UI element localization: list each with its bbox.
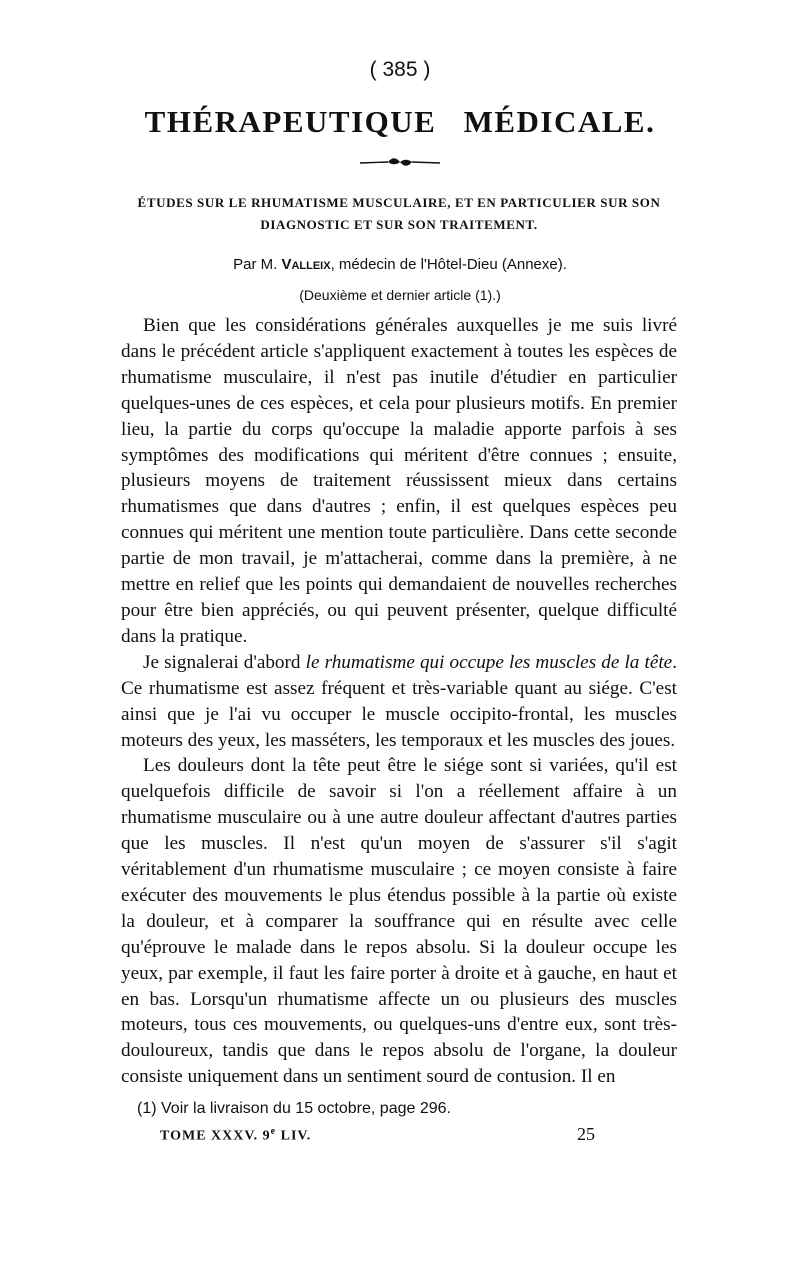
signature-sup: e [270, 1126, 277, 1137]
signature-suffix: LIV. [276, 1128, 312, 1144]
paragraph-1: Bien que les considérations générales auxquelles je me suis livré dans le précédent article s'appliquent exactement à toutes les espèces de rhumatisme musculaire, il n'est pas inutile d'étudier en particulier quelques-unes de ces espèces, et cela pour plusieurs motifs. En premier lieu, la partie du corps qu'occupe la maladie apporte parfois à ses symptômes des modifications qui méritent d'être connues ; ensuite, plusieurs moyens de traitement réussissent mieux dans certains rhumatismes que dans d'autres ; enfin, il est quelques espèces peu connues qui méritent une mention toute particulière. Dans cette seconde partie de mon travail, je m'attacherai, comme dans la première, à ne mettre en relief que les points qui demandaient de nouvelles recherches pour être bien appréciés, ou qui peuvent présenter, quelque difficulté dans la pratique. [121, 315, 677, 647]
ornament-line [360, 162, 440, 163]
paragraph-2 [121, 650, 677, 754]
footnote: (1) Voir la livraison du 15 octobre, page 296. [137, 1100, 451, 1117]
signature-text: TOME XXXV. 9 [160, 1128, 271, 1144]
section-title: THÉRAPEUTIQUE MÉDICALE. [144, 104, 656, 139]
page-number: ( 385 ) [369, 58, 431, 81]
paragraph-2-intro: Je signalerai d'abord [143, 651, 306, 673]
article-note: (Deuxième et dernier article (1).) [299, 287, 501, 303]
body-text [121, 313, 677, 1090]
author-line [0, 256, 800, 273]
ornament-center [388, 158, 412, 166]
signature-line [160, 1126, 311, 1145]
author-prefix: Par M. [233, 256, 278, 273]
article-subtitle: ÉTUDES SUR LE RHUMATISME MUSCULAIRE, ET EN PARTICULIER SUR SON DIAGNOSTIC ET SUR SON TRAITEMENT. [137, 195, 661, 232]
paragraph-2-italic: le rhumatisme qui occupe les muscles de la tête [305, 651, 673, 673]
paragraph-3: Les douleurs dont la tête peut être le siége sont si variées, qu'il est quelquefois difficile de savoir si l'on a réellement affaire à un rhumatisme musculaire ou à une autre douleur affectant d'autres parties que les muscles. Il n'est qu'un moyen de s'assurer s'il s'agit véritablement d'un rhumatisme musculaire ; ce moyen consiste à faire exécuter des mouvements le plus étendus possible à la partie où existe la douleur, et à comparer la souffrance qui en résulte avec celle qu'éprouve le malade dans le repos absolu. Si la douleur occupe les yeux, par exemple, il faut les faire porter à droite et à gauche, en haut et en bas. Lorsqu'un rhumatisme affecte un ou plusieurs des muscles moteurs, tous ces mouvements, ou quelques-uns d'entre eux, sont très-douloureux, tandis que dans le repos absolu de l'organe, la douleur consiste uniquement dans un sentiment sourd de contusion. Il en [121, 755, 677, 1088]
author-name: Valleix [281, 256, 331, 273]
sheet-number: 25 [577, 1124, 595, 1144]
decorative-rule-ornament [358, 156, 442, 168]
paragraph-2-rest: . Ce rhumatisme est assez fréquent et très-variable quant au siége. C'est ainsi que je l'ai vu occuper le muscle occipito-frontal, les muscles moteurs des yeux, les masséters, les temporaux et les muscles des joues. [121, 651, 677, 751]
author-suffix: , médecin de l'Hôtel-Dieu (Annexe). [330, 256, 567, 273]
